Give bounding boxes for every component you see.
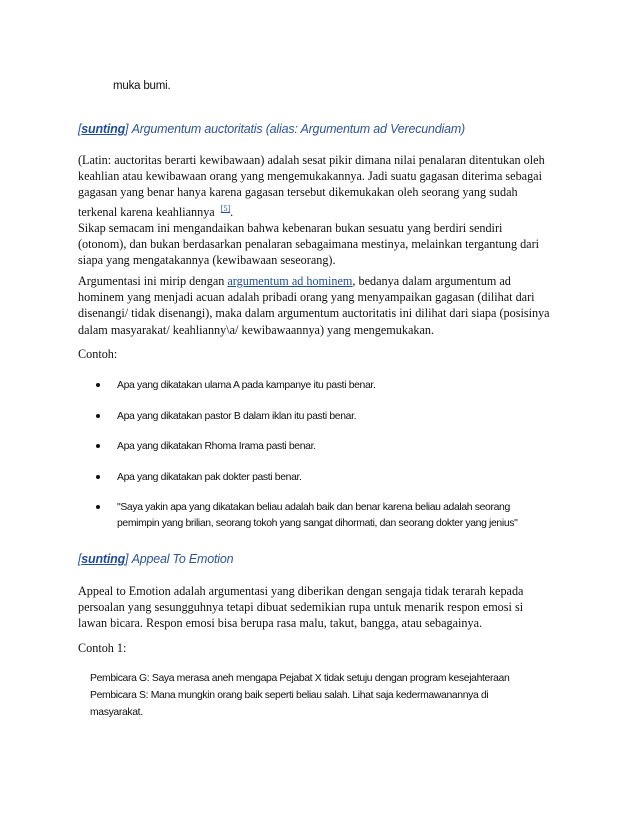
paragraph-line [78,273,568,289]
list-item [96,409,576,425]
list-item-text: Apa yang dikatakan pastor B dalam iklan itu pasti benar. [117,411,357,422]
example-dialog [90,670,570,721]
list-item [96,378,576,394]
example-1-label: Contoh 1: [78,641,127,655]
bullet-icon [96,383,100,387]
list-item-text: Apa yang dikatakan pak dokter pasti benar. [117,472,302,483]
section-title: Appeal To Emotion [131,552,234,566]
list-item-text: pemimpin yang brilian, seorang tokoh yang sangat dihormati, dan seorang dokter yang jenius" [117,518,518,529]
edit-link[interactable]: sunting [81,552,126,566]
dialog-line: masyarakat. [90,707,143,718]
dialog-line: Pembicara S: Mana mungkin orang baik seperti beliau salah. Lihat saja kedermawanannya di [90,690,489,701]
edit-link[interactable]: sunting [81,122,126,136]
paragraph-line: keahlian atau kewibawaan orang yang mengemukakannya. Jadi suatu gagasan diterima sebagai [78,169,542,184]
list-item-text: Apa yang dikatakan ulama A pada kampanye itu pasti benar. [117,380,376,391]
paragraph-line: lawan bicara. Respon emosi bisa berupa rasa malu, takut, bangga, atau sebagainya. [78,616,483,631]
list-item-text: Apa yang dikatakan Rhoma Irama pasti benar. [117,441,316,452]
list-item [96,500,576,532]
examples-list [96,378,576,532]
paragraph-line: hominem yang menjadi acuan adalah pribadi orang yang menyampaikan gagasan (dilihat dari [78,290,535,305]
paragraph-line: (Latin: auctoritas berarti kewibawaan) adalah sesat pikir dimana nilai penalaran ditentukan oleh [78,153,545,167]
paragraph-line: gagasan yang benar hanya karena gagasan tersebut dikemukakan oleh seorang yang sudah [78,185,518,200]
paragraph-line: dalam masyarakat/ keahlianny\a/ kewibawaannya) yang mengemukakan. [78,322,435,337]
bullet-icon [96,414,100,418]
examples-label: Contoh: [78,347,118,361]
list-item [96,439,576,455]
bullet-icon [96,475,100,479]
continuation-text: muka bumi. [113,80,171,92]
bullet-icon [96,444,100,448]
paragraph-line: Sikap semacam ini mengandaikan bahwa kebenaran bukan sesuatu yang berdiri sendiri [78,221,503,235]
section-title: Argumentum auctoritatis (alias: Argumentum ad Verecundiam) [131,122,466,136]
paragraph-line: siapa yang mengatakannya (kewibawaan seseorang). [78,253,336,268]
paragraph-comparison [78,273,568,338]
paragraph-appeal-to-emotion [78,583,568,632]
paragraph-line [78,201,568,220]
paragraph-line: (otonom), dan bukan berdasarkan penalaran sebagaimana mestinya, melainkan tergantung dari [78,237,540,252]
section-heading-argumentum-auctoritatis: [sunting] Argumentum auctoritatis (alias: Argumentum ad Verecundiam) [78,122,466,136]
section-heading-appeal-to-emotion: [sunting] Appeal To Emotion [78,552,234,566]
list-item-text: "Saya yakin apa yang dikatakan beliau adalah baik dan benar karena beliau adalah seorang [117,502,510,513]
paragraph-line: disenangi/ tidak disenangi), maka dalam argumentum auctoritatis ini dilihat dari siapa (posisinya [78,306,550,321]
dialog-line: Pembicara G: Saya merasa aneh mengapa Pejabat X tidak setuju dengan program kesejahteraan [90,673,510,684]
paragraph-attitude [78,220,568,269]
paragraph-line: persoalan yang sesungguhnya tetapi dibuat sedemikian rupa untuk menarik respon emosi si [78,600,524,615]
paragraph-line: Appeal to Emotion adalah argumentasi yang diberikan dengan sengaja tidak terarah kepada [78,584,524,598]
argumentum-ad-hominem-link[interactable]: argumentum ad hominem [227,274,353,288]
paragraph-line-text: terkenal karena keahliannya [78,204,215,219]
paragraph-text: Argumentasi ini mirip dengan [78,274,228,288]
paragraph-definition [78,152,568,220]
paragraph-text: , bedanya dalam argumentum ad [352,274,511,288]
paragraph-end: . [230,204,234,219]
reference-link[interactable]: [5] [220,203,231,213]
bullet-icon [96,505,100,509]
list-item [96,470,576,486]
